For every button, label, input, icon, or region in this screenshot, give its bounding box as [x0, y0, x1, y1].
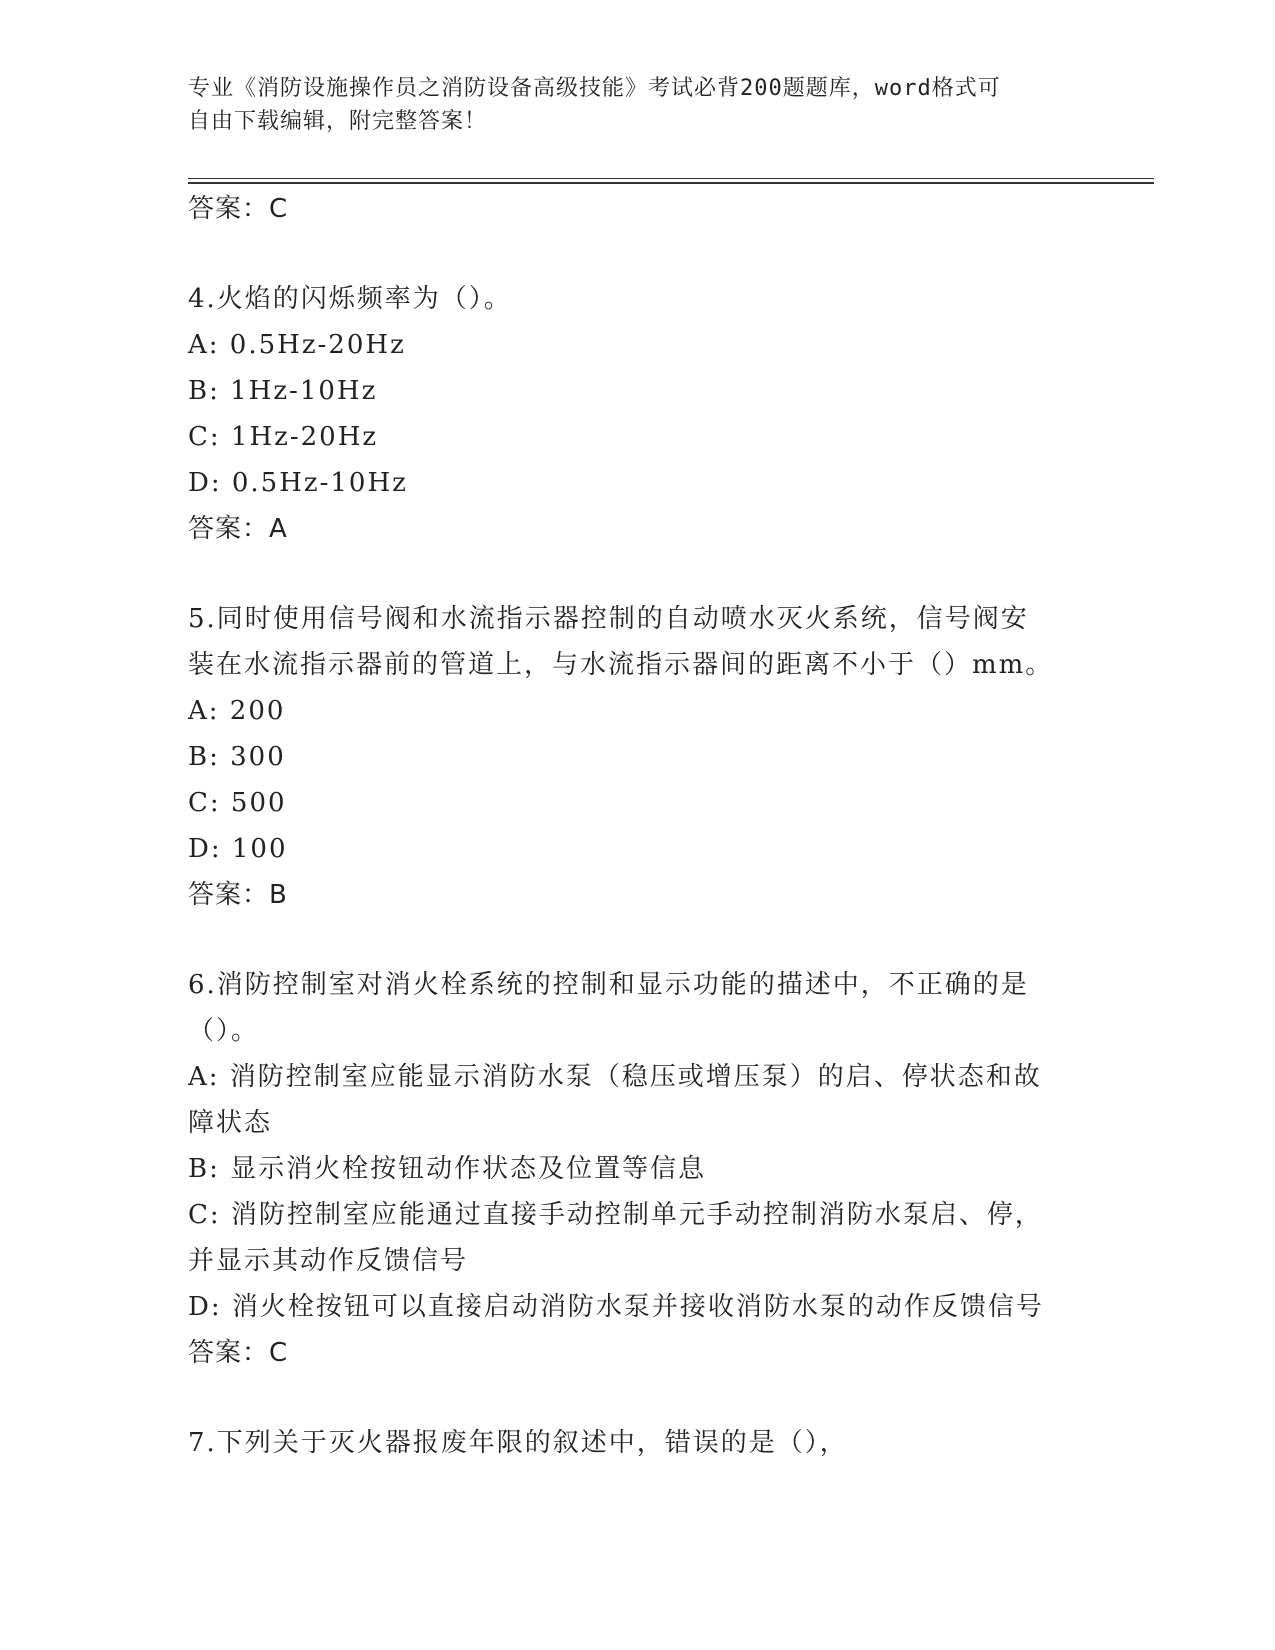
- spacer: [188, 232, 1088, 276]
- spacer: [188, 1376, 1088, 1420]
- question-text-line-2: 装在水流指示器前的管道上，与水流指示器间的距离不小于（）mm。: [188, 650, 1054, 680]
- header-divider-thin: [188, 178, 1154, 179]
- option-c: C: 1Hz-20Hz: [188, 422, 379, 452]
- spacer: [188, 552, 1088, 596]
- header-divider-thick: [188, 182, 1154, 184]
- header-title-line-2: 自由下载编辑，附完整答案！: [188, 109, 488, 134]
- spacer: [188, 918, 1088, 962]
- option-b: B: 300: [188, 742, 286, 772]
- document-header: [188, 72, 1068, 138]
- question-text-line-2: （）。: [188, 1016, 260, 1046]
- document-body: [188, 186, 1088, 1466]
- option-a: A: 200: [188, 696, 286, 726]
- option-b: B: 1Hz-10Hz: [188, 376, 378, 406]
- answer: 答案：A: [188, 514, 288, 544]
- option-a-line-1: A: 消防控制室应能显示消防水泵（稳压或增压泵）的启、停状态和故: [188, 1062, 1042, 1092]
- option-c-line-2: 并显示其动作反馈信号: [188, 1246, 469, 1276]
- question-text: 4.火焰的闪烁频率为（）。: [188, 284, 512, 314]
- question-7: [188, 1420, 1088, 1466]
- answer: 答案：B: [188, 880, 288, 910]
- question-text-line-1: 5.同时使用信号阀和水流指示器控制的自动喷水灭火系统，信号阀安: [188, 604, 1029, 634]
- previous-answer: 答案：C: [188, 194, 289, 224]
- answer: 答案：C: [188, 1338, 289, 1368]
- question-5: [188, 596, 1088, 918]
- option-b: B: 显示消火栓按钮动作状态及位置等信息: [188, 1154, 707, 1184]
- question-text-line-1: 6.消防控制室对消火栓系统的控制和显示功能的描述中，不正确的是: [188, 970, 1029, 1000]
- option-c-line-1: C: 消防控制室应能通过直接手动控制单元手动控制消防水泵启、停，: [188, 1200, 1043, 1230]
- option-d: D: 0.5Hz-10Hz: [188, 468, 408, 498]
- question-4: [188, 276, 1088, 552]
- option-a: A: 0.5Hz-20Hz: [188, 330, 406, 360]
- option-a-line-2: 障状态: [188, 1108, 273, 1138]
- question-6: [188, 962, 1088, 1376]
- option-d: D: 100: [188, 834, 288, 864]
- option-d: D: 消火栓按钮可以直接启动消防水泵并接收消防水泵的动作反馈信号: [188, 1292, 1044, 1322]
- header-title-line-1: 专业《消防设施操作员之消防设备高级技能》考试必背200题题库，word格式可: [188, 76, 1001, 101]
- question-text: 7.下列关于灭火器报废年限的叙述中，错误的是（），: [188, 1428, 848, 1458]
- option-c: C: 500: [188, 788, 287, 818]
